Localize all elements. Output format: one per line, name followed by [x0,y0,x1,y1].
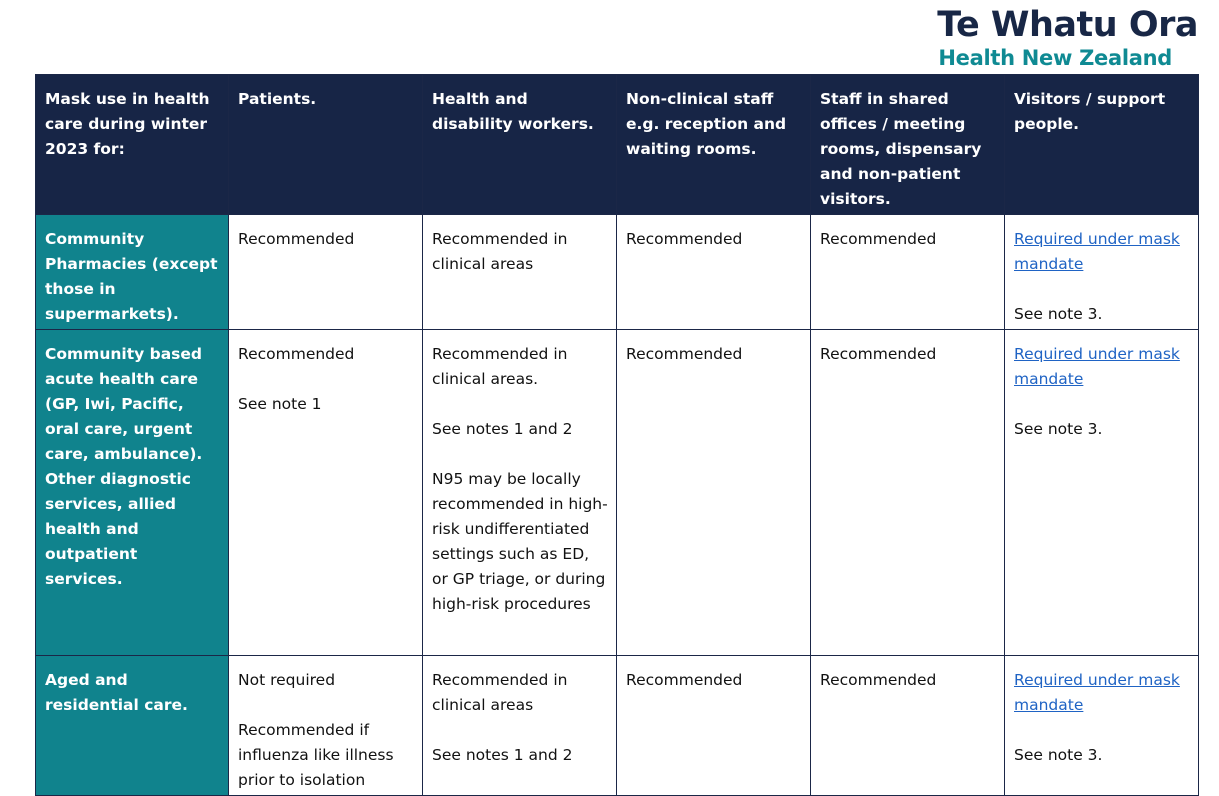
row-setting-cell [36,330,229,656]
nonclinical-cell [617,215,811,330]
logo [937,4,1198,70]
header-workers: Health and disability workers. [423,75,617,215]
cell-text: Recommended in clinical areas [432,671,568,714]
cell-text: Not required [238,671,336,689]
cell-text: Recommended [626,671,743,689]
mask-mandate-link[interactable]: Required under mask mandate [1014,230,1180,273]
cell-text: Recommended [820,345,937,363]
row-setting-label: Community Pharmacies (except those in supermarkets). [45,230,218,323]
cell-text: See note 3. [1014,420,1103,438]
cell-text: N95 may be locally recommended in high-risk undifferentiated settings such as ED, or GP triage, or during high-risk procedures [432,470,608,613]
patients-cell [229,656,423,796]
header-patients: Patients. [229,75,423,215]
workers-cell [423,330,617,656]
table-row [36,656,1199,796]
row-setting-label: Community based acute health care (GP, Iwi, Pacific, oral care, urgent care, ambulance). [45,345,203,463]
cell-text: See note 3. [1014,305,1103,323]
row-setting-extra: Other diagnostic services, allied health and outpatient services. [45,470,191,588]
cell-text: Recommended [626,345,743,363]
cell-text: Recommended [820,230,937,248]
patients-cell [229,215,423,330]
cell-text: Recommended [238,230,355,248]
workers-cell [423,656,617,796]
nonclinical-cell [617,656,811,796]
cell-text: See notes 1 and 2 [432,746,573,764]
visitors-cell [1005,330,1199,656]
header-visitors: Visitors / support people. [1005,75,1199,215]
cell-text: Recommended [626,230,743,248]
visitors-cell [1005,656,1199,796]
header-shared-offices: Staff in shared offices / meeting rooms, dispensary and non-patient visitors. [811,75,1005,215]
cell-text: Recommended in clinical areas [432,230,568,273]
nonclinical-cell [617,330,811,656]
table-header-row [36,75,1199,215]
shared-cell [811,330,1005,656]
cell-text: See note 1 [238,395,322,413]
row-setting-cell [36,656,229,796]
cell-text: See notes 1 and 2 [432,420,573,438]
logo-title: Te Whatu Ora [937,5,1198,45]
table-row [36,215,1199,330]
shared-cell [811,215,1005,330]
shared-cell [811,656,1005,796]
workers-cell [423,215,617,330]
row-setting-cell [36,215,229,330]
table-row [36,330,1199,656]
header-setting: Mask use in health care during winter 2023 for: [36,75,229,215]
cell-text: See note 3. [1014,746,1103,764]
cell-text: Recommended in clinical areas. [432,345,568,388]
mask-mandate-link[interactable]: Required under mask mandate [1014,345,1180,388]
mask-mandate-link[interactable]: Required under mask mandate [1014,671,1180,714]
patients-cell [229,330,423,656]
mask-use-table [35,74,1199,796]
cell-text: Recommended if influenza like illness prior to isolation [238,721,394,789]
cell-text: Recommended [238,345,355,363]
cell-text: Recommended [820,671,937,689]
logo-subtitle: Health New Zealand [938,46,1172,70]
visitors-cell [1005,215,1199,330]
header-nonclinical: Non-clinical staff e.g. reception and waiting rooms. [617,75,811,215]
row-setting-label: Aged and residential care. [45,671,188,714]
